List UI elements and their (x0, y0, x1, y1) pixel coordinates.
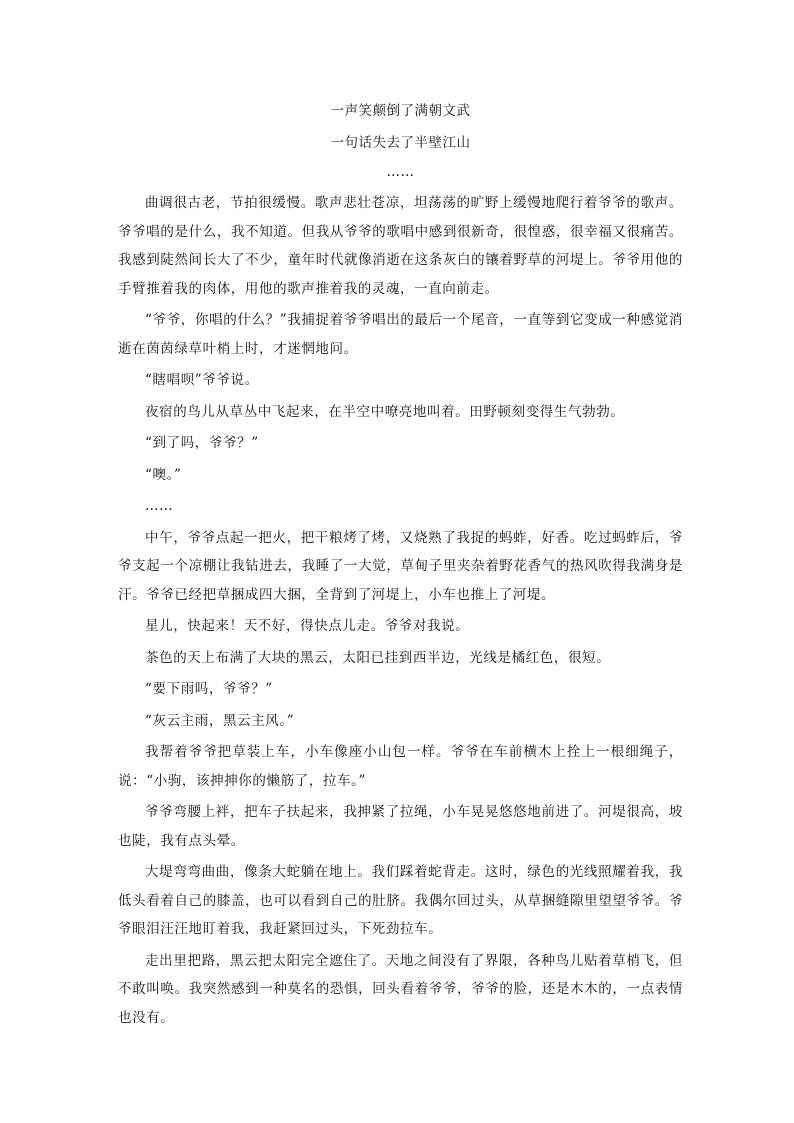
paragraph: 我帮着爷爷把草装上车，小车像座小山包一样。爷爷在车前横木上拴上一根细绳子，说：“小驹，该抻抻你的懒筋了，拉车。” (118, 744, 683, 789)
poem-line-2: 一句话失去了半壁江山 (330, 135, 471, 151)
paragraph: 走出里把路，黑云把太阳完全遮住了。天地之间没有了界限，各种鸟儿贴着草梢飞，但不敢叫唤。我突然感到一种莫名的恐惧，回头看着爷爷，爷爷的脸，还是木木的，一点表情也没有。 (118, 952, 683, 1026)
paragraph: “灰云主雨，黑云主风。” (145, 712, 295, 729)
paragraph: 夜宿的鸟儿从草丛中飞起来，在半空中嘹亮地叫着。田野顿刻变得生气勃勃。 (145, 403, 625, 420)
document-body (118, 101, 683, 1035)
paragraph: 大堤弯弯曲曲，像条大蛇躺在地上。我们踩着蛇背走。这时，绿色的光线照耀着我，我低头看着自己的膝盖，也可以看到自己的肚脐。我偶尔回过头，从草捆缝隙里望望爷爷。爷爷眼泪汪汪地盯着我，我赶紧回过头，下死劲拉车。 (118, 864, 683, 937)
paragraph: 爷爷弯腰上袢，把车子扶起来，我抻紧了拉绳，小车晃晃悠悠地前进了。河堤很高，坡也陡，我有点头晕。 (118, 804, 683, 849)
paragraph: 中午，爷爷点起一把火，把干粮烤了烤，又烧熟了我捉的蚂蚱，好香。吃过蚂蚱后，爷爷支起一个凉棚让我钻进去，我睡了一大觉，草甸子里夹杂着野花香气的热风吹得我满身是汗。爷爷已经把草捆成四大捆，全背到了河堤上，小车也推上了河堤。 (118, 529, 683, 603)
paragraph: “瞎唱呗”爷爷说。 (145, 372, 259, 388)
poem-line-1: 一声笑颠倒了满朝文武 (330, 103, 471, 119)
paragraph: “爷爷，你唱的什么？”我捕捉着爷爷唱出的最后一个尾音，一直等到它变成一种感觉消逝在茵茵绿草叶梢上时，才迷惘地问。 (118, 312, 683, 357)
paragraph: 曲调很古老，节拍很缓慢。歌声悲壮苍凉，坦荡荡的旷野上缓慢地爬行着爷爷的歌声。爷爷唱的是什么，我不知道。但我从爷爷的歌唱中感到很新奇，很惶惑，很幸福又很痛苦。我感到陡然间长大了不少，童年时代就像消逝在这条灰白的镶着野草的河堤上。爷爷用他的手臂推着我的肉体，用他的歌声推着我的灵魂，一直向前走。 (118, 195, 683, 297)
poem-ellipsis: …… (386, 164, 415, 180)
paragraph: 星儿，快起来！天不好，得快点儿走。爷爷对我说。 (145, 618, 470, 634)
paragraph: “要下雨吗，爷爷？” (145, 681, 273, 697)
paragraph-ellipsis: …… (145, 498, 174, 514)
paragraph: “噢。” (145, 466, 182, 483)
paragraph: 茶色的天上布满了大块的黑云，太阳已挂到西半边，光线是橘红色，很短。 (145, 649, 611, 666)
paragraph: “到了吗，爷爷？” (145, 435, 259, 451)
